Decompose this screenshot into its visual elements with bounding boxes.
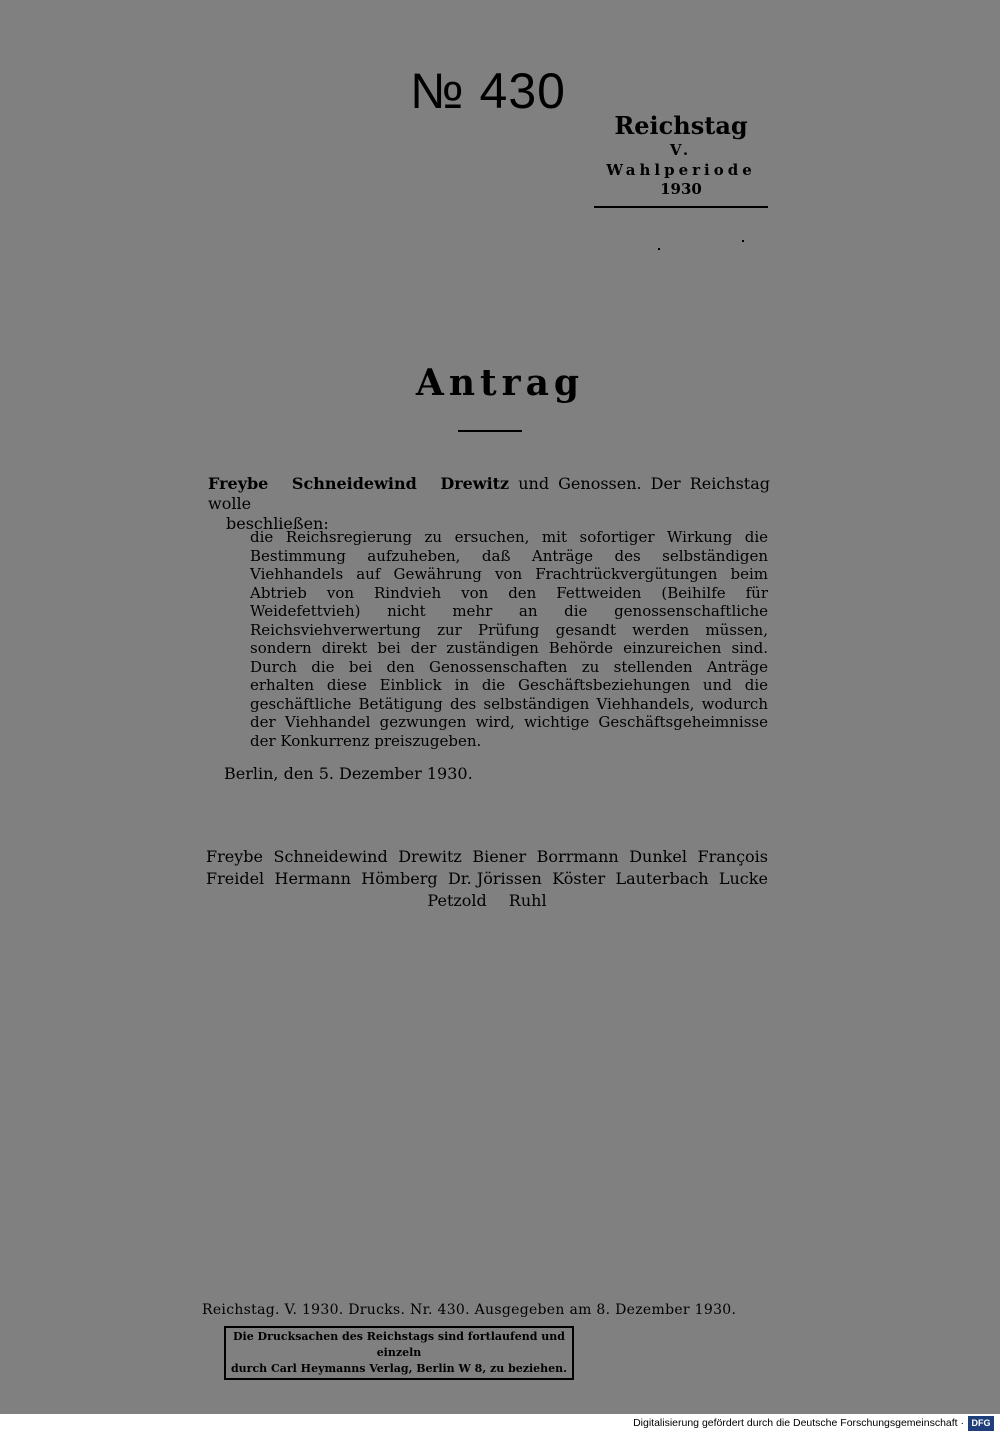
masthead-rule xyxy=(594,206,768,208)
scan-speck xyxy=(658,248,660,250)
signatory-name: Freybe xyxy=(206,847,263,866)
signatory-name: Biener xyxy=(472,847,527,866)
footer-bar xyxy=(0,1414,1000,1434)
signatory-name: Freidel xyxy=(206,869,265,888)
signatories xyxy=(206,846,768,912)
signatory-name: Hermann xyxy=(274,869,351,888)
masthead-period: V. Wahlperiode xyxy=(606,141,756,179)
imprint-line: Reichstag. V. 1930. Drucks. Nr. 430. Ausgegeben am 8. Dezember 1930. xyxy=(202,1302,737,1318)
signatory-name: Dunkel xyxy=(629,847,687,866)
signatory-name: Köster xyxy=(552,869,606,888)
intro-line-1 xyxy=(208,474,770,514)
motion-heading: Antrag xyxy=(415,362,585,404)
signatory-row-3 xyxy=(206,890,768,912)
signatory-name: Ruhl xyxy=(508,891,547,910)
signatory-row-1 xyxy=(206,846,768,868)
document-number: № 430 xyxy=(410,63,566,119)
motion-body: die Reichsregierung zu ersuchen, mit sofortiger Wirkung die Bestimmung aufzuheben, daß Anträge des selbständigen Viehhandels auf Gewährung von Frachtrückvergütungen beim Abtrieb von Rindvieh von den Fettweiden (Beihilfe für Weidefettvieh) nicht mehr an die genossenschaftliche Reichsviehverwertung zur Prüfung gesandt werden müssen, sondern direkt bei der zuständigen Behörde einzureichen sind. Durch die bei den Genossenschaften zu stellenden Anträge erhalten diese Einblick in die Geschäftsbeziehungen und die geschäftliche Betätigung des selbständigen Viehhandels, wodurch der Viehhandel gezwungen wird, wichtige Geschäftsgeheimnisse der Konkurrenz preiszugeben. xyxy=(250,528,768,750)
motion-intro xyxy=(208,474,770,534)
imprint-box xyxy=(224,1326,574,1380)
masthead-title: Reichstag xyxy=(614,111,748,140)
signatory-name: Petzold xyxy=(427,891,487,910)
heading-rule xyxy=(458,430,522,432)
footer-credit: Digitalisierung gefördert durch die Deutsche Forschungsgemeinschaft · xyxy=(633,1417,964,1429)
signatory-row-2 xyxy=(206,868,768,890)
imprint-box-line-2: durch Carl Heymanns Verlag, Berlin W 8, zu beziehen. xyxy=(230,1362,568,1375)
signatory-name: Hömberg xyxy=(361,869,438,888)
dfg-logo-icon: DFG xyxy=(968,1416,994,1431)
date-line: Berlin, den 5. Dezember 1930. xyxy=(224,764,473,783)
masthead-year: 1930 xyxy=(660,180,702,198)
signatory-name: Borrmann xyxy=(536,847,619,866)
intro-names: Freybe Schneidewind Drewitz xyxy=(208,474,510,493)
signatory-name: François xyxy=(697,847,768,866)
signatory-name: Drewitz xyxy=(398,847,462,866)
intro-rest: und Genossen. Der Reichstag wolle xyxy=(208,474,771,513)
intro-line-2: beschließen: xyxy=(226,514,329,533)
masthead xyxy=(594,112,768,208)
signatory-name: Dr. Jörissen xyxy=(447,869,542,888)
scan-speck xyxy=(742,240,744,242)
signatory-name: Schneidewind xyxy=(273,847,388,866)
signatory-name: Lucke xyxy=(718,869,768,888)
imprint-box-line-1: Die Drucksachen des Reichstags sind fortlaufend und einzeln xyxy=(233,1330,565,1359)
signatory-name: Lauterbach xyxy=(615,869,709,888)
